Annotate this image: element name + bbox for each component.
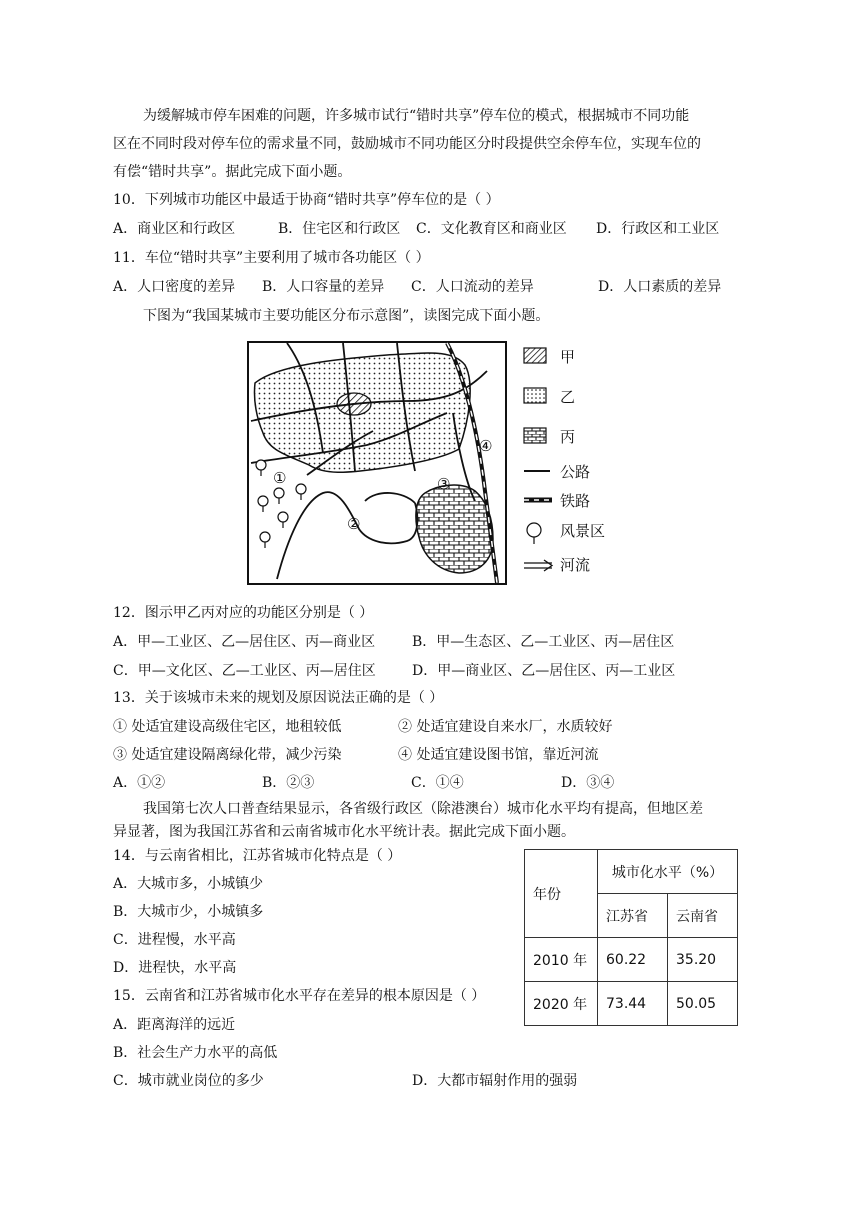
q14-stem: 14．与云南省相比，江苏省城市化特点是（ ） <box>113 848 402 864</box>
q15-stem: 15．云南省和江苏省城市化水平存在差异的根本原因是（ ） <box>113 988 486 1004</box>
q13-statement-1: ① 处适宜建设高级住宅区，地租较低 <box>113 719 342 735</box>
q15-option-a: A．距离海洋的远近 <box>113 1017 236 1033</box>
city-function-zone-map <box>247 341 507 585</box>
q13-option-b: B．②③ <box>262 775 315 791</box>
marker-2: ② <box>347 515 361 533</box>
legend-label-jia: 甲 <box>560 348 576 366</box>
legend-label-yi: 乙 <box>560 388 576 406</box>
q12-option-c: C．甲—文化区、乙—工业区、丙—居住区 <box>113 663 376 679</box>
q14-option-d: D．进程快，水平高 <box>113 960 237 976</box>
table-header-urbanization: 城市化水平（%） <box>598 850 738 894</box>
table-cell-yunnan: 50.05 <box>668 982 738 1026</box>
q10-option-c: C．文化教育区和商业区 <box>416 221 567 237</box>
intro3-line2: 异显著，图为我国江苏省和云南省城市化水平统计表。据此完成下面小题。 <box>113 824 575 840</box>
legend-swatch-bing <box>524 428 546 443</box>
q14-option-a: A．大城市多，小城镇少 <box>113 876 264 892</box>
intro2: 下图为“我国某城市主要功能区分布示意图”，读图完成下面小题。 <box>143 308 550 324</box>
q12-option-a: A．甲—工业区、乙—居住区、丙—商业区 <box>113 634 376 650</box>
q13-statement-2: ② 处适宜建设自来水厂，水质较好 <box>398 719 613 735</box>
q10-option-a: A．商业区和行政区 <box>113 221 236 237</box>
table-cell-year: 2020 年 <box>525 982 598 1026</box>
legend-swatch-yi <box>524 388 546 403</box>
legend-label-road: 公路 <box>560 463 591 481</box>
q15-option-c: C．城市就业岗位的多少 <box>113 1073 264 1089</box>
q14-option-c: C．进程慢，水平高 <box>113 932 236 948</box>
table-row <box>525 938 738 982</box>
table-row <box>525 982 738 1026</box>
q13-statement-3: ③ 处适宜建设隔离绿化带，减少污染 <box>113 747 342 763</box>
intro3-line1: 我国第七次人口普查结果显示，各省级行政区（除港澳台）城市化水平均有提高，但地区差 <box>143 801 703 817</box>
q13-stem: 13．关于该城市未来的规划及原因说法正确的是（ ） <box>113 690 444 706</box>
legend-river-symbol <box>524 560 552 571</box>
q10-stem: 10．下列城市功能区中最适于协商“错时共享”停车位的是（ ） <box>113 192 500 208</box>
q15-option-b: B．社会生产力水平的高低 <box>113 1045 278 1061</box>
urbanization-table <box>524 849 738 1026</box>
q13-option-d: D．③④ <box>561 775 615 791</box>
q12-option-b: B．甲—生态区、乙—工业区、丙—居住区 <box>412 634 675 650</box>
scenic-tree-icon <box>527 523 541 544</box>
table-cell-jiangsu: 60.22 <box>598 938 668 982</box>
q13-option-a: A．①② <box>113 775 166 791</box>
table-header-year: 年份 <box>525 850 598 938</box>
q13-option-c: C．①④ <box>411 775 464 791</box>
table-cell-yunnan: 35.20 <box>668 938 738 982</box>
intro1-line3: 有偿“错时共享”。据此完成下面小题。 <box>113 164 352 180</box>
table-header-jiangsu: 江苏省 <box>598 894 668 938</box>
map-legend-symbols <box>522 344 558 584</box>
marker-3: ③ <box>437 475 451 493</box>
q15-option-d: D．大都市辐射作用的强弱 <box>412 1073 578 1089</box>
q11-option-c: C．人口流动的差异 <box>411 279 534 295</box>
legend-label-bing: 丙 <box>560 428 576 446</box>
table-header-yunnan: 云南省 <box>668 894 738 938</box>
marker-4: ④ <box>479 437 493 455</box>
marker-1: ① <box>273 469 287 487</box>
legend-label-river: 河流 <box>560 556 591 574</box>
legend-label-scenic: 风景区 <box>560 522 606 540</box>
table-cell-jiangsu: 73.44 <box>598 982 668 1026</box>
intro1-line2: 区在不同时段对停车位的需求量不同，鼓励城市不同功能区分时段提供空余停车位，实现车位的 <box>113 136 701 152</box>
q11-option-a: A．人口密度的差异 <box>113 279 236 295</box>
q13-statement-4: ④ 处适宜建设图书馆，靠近河流 <box>398 747 599 763</box>
q12-option-d: D．甲—商业区、乙—居住区、丙—工业区 <box>412 663 676 679</box>
legend-label-railway: 铁路 <box>560 492 591 510</box>
table-cell-year: 2010 年 <box>525 938 598 982</box>
intro1-line1: 为缓解城市停车困难的问题，许多城市试行“错时共享”停车位的模式，根据城市不同功能 <box>143 108 690 124</box>
q11-option-b: B．人口容量的差异 <box>262 279 385 295</box>
q12-stem: 12．图示甲乙丙对应的功能区分别是（ ） <box>113 605 374 621</box>
q11-option-d: D．人口素质的差异 <box>598 279 722 295</box>
q11-stem: 11．车位“错时共享”主要利用了城市各功能区（ ） <box>113 250 430 266</box>
q10-option-b: B．住宅区和行政区 <box>278 221 401 237</box>
legend-swatch-jia <box>524 348 546 363</box>
q14-option-b: B．大城市少，小城镇多 <box>113 904 264 920</box>
q10-option-d: D．行政区和工业区 <box>596 221 720 237</box>
